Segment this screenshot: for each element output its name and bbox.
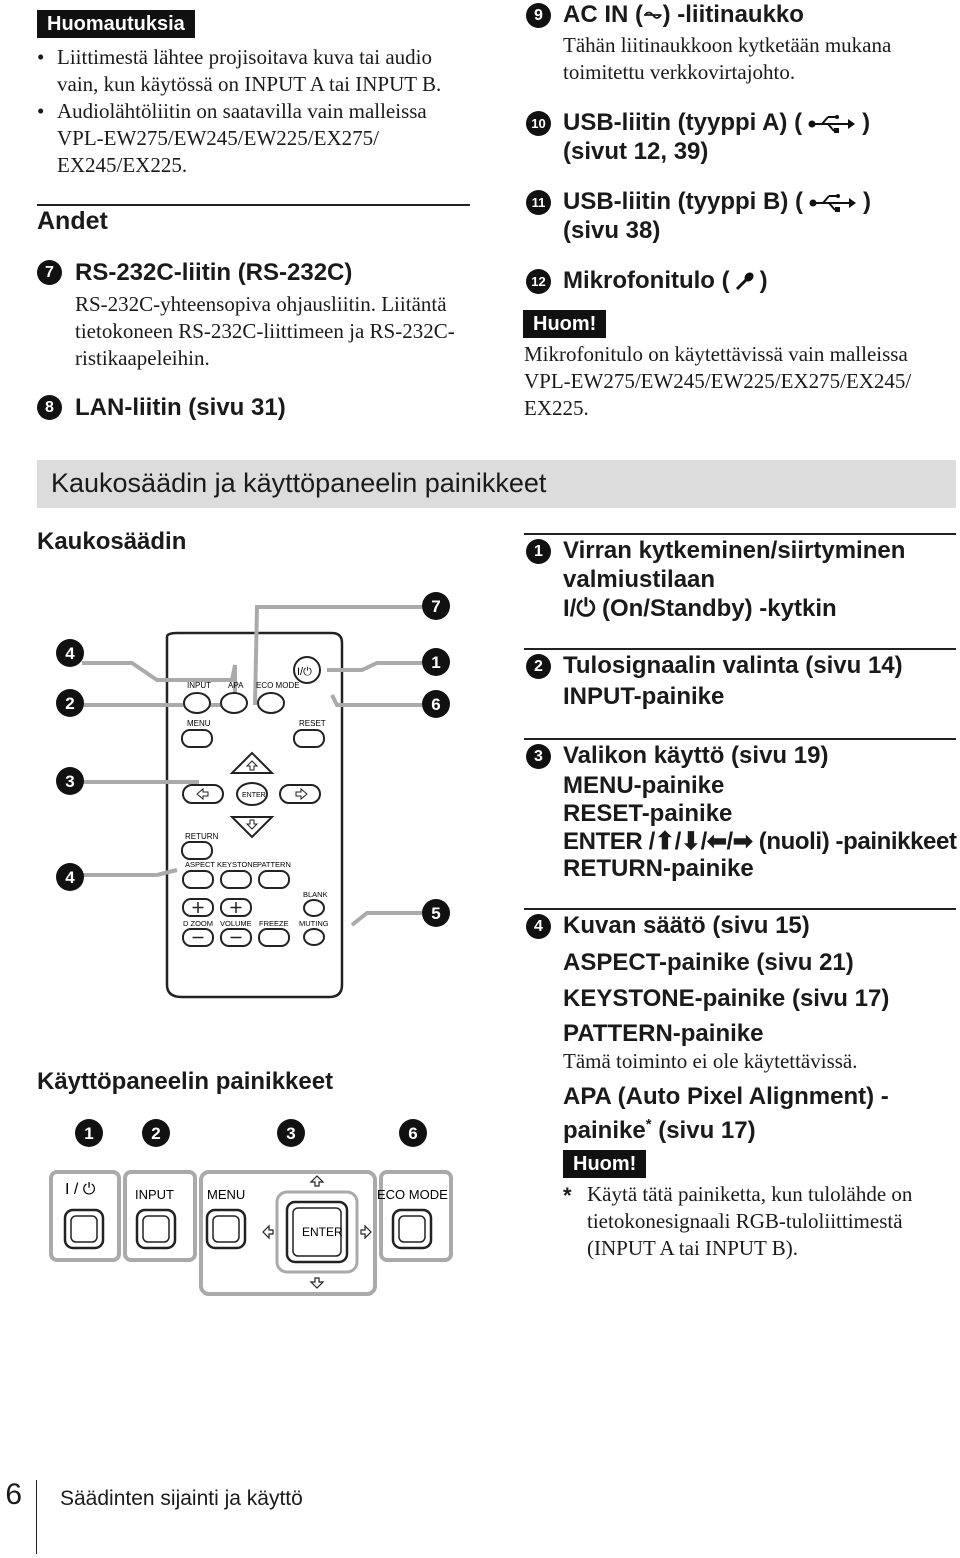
huom-text: Mikrofonitulo on käytettävissä vain malleissa VPL-EW275/EW245/EW225/EX275/EX245/ EX225. — [524, 342, 912, 420]
remote-label-freeze: FREEZE — [259, 919, 289, 928]
section-banner — [37, 460, 956, 508]
notes-label: Huomautuksia — [37, 10, 195, 38]
panel-label-power: I / ⏻ — [65, 1181, 96, 1198]
panel-callouts — [75, 1119, 427, 1147]
huom-label-2: Huom! — [563, 1150, 646, 1178]
item-11-title: USB-liitin (tyyppi B) ( ) — [563, 188, 871, 215]
panel-left-arrow[interactable] — [263, 1226, 273, 1238]
remote-label-keystone: KEYSTONE — [217, 860, 258, 869]
item-8-title: LAN-liitin (sivu 31) — [75, 394, 286, 421]
desc-3-line: RESET-painike — [563, 800, 733, 827]
divider — [524, 908, 956, 910]
panel-label-menu: MENU — [207, 1187, 246, 1202]
callout-8: 8 — [37, 395, 62, 420]
desc-3-title: Valikon käyttö (sivu 19) — [563, 742, 829, 769]
remote-label-volume: VOLUME — [220, 919, 252, 928]
item-12-title: Mikrofonitulo ( ) — [563, 267, 768, 294]
remote-callouts-left — [56, 639, 84, 891]
remote-aspect-button[interactable] — [183, 871, 213, 888]
panel-label-enter: ENTER — [302, 1225, 343, 1239]
panel-up-arrow[interactable] — [311, 1176, 323, 1186]
panel-label-input: INPUT — [135, 1187, 174, 1202]
item-7 — [37, 258, 477, 372]
footer-section-title: Säädinten sijainti ja käyttö — [60, 1487, 303, 1510]
panel-right-arrow[interactable] — [361, 1226, 371, 1238]
callout-2: 2 — [526, 654, 551, 679]
svg-text:7: 7 — [431, 597, 441, 616]
remote-menu-button[interactable] — [182, 730, 212, 747]
item-8 — [37, 393, 286, 422]
svg-text:3: 3 — [286, 1124, 296, 1143]
svg-text:6: 6 — [431, 695, 441, 714]
divider — [524, 738, 956, 740]
remote-left-button[interactable] — [183, 785, 223, 803]
usb-icon — [808, 115, 856, 133]
panel-diagram — [37, 1110, 457, 1300]
desc-4-keystone: KEYSTONE-painike (sivu 17) — [563, 985, 890, 1012]
desc-4-apa-line2: painike* (sivu 17) — [563, 1116, 756, 1144]
svg-text:5: 5 — [431, 904, 441, 923]
desc-3-line: RETURN-painike — [563, 855, 754, 882]
divider — [524, 648, 956, 650]
usb-icon — [809, 194, 857, 212]
callout-4: 4 — [526, 914, 551, 939]
remote-eco-button[interactable] — [258, 693, 284, 713]
remote-right-button[interactable] — [280, 785, 320, 803]
item-11-sub: (sivu 38) — [563, 217, 661, 244]
remote-label-menu: MENU — [187, 719, 211, 728]
huom-label: Huom! — [523, 310, 606, 338]
remote-label-eco: ECO MODE — [256, 681, 300, 690]
remote-apa-button[interactable] — [221, 693, 247, 713]
panel-heading: Käyttöpaneelin painikkeet — [37, 1068, 334, 1095]
note-item: • Audiolähtöliitin on saatavilla vain malleissa VPL-EW275/EW245/EW225/EX275/ EX245/EX225. — [37, 98, 477, 179]
item-7-title: RS-232C-liitin (RS-232C) — [75, 259, 353, 286]
andet-heading: Andet — [37, 207, 108, 235]
desc-3-line: ENTER /⬆/⬇/⬅/➡ (nuoli) -painikkeet — [563, 828, 957, 855]
footnote-text: Käytä tätä painiketta, kun tulolähde on tietokonesignaali RGB-tuloliittimestä (INPUT A tai INPUT B). — [587, 1182, 913, 1260]
remote-label-power: I/⏻ — [297, 666, 312, 678]
microphone-icon — [734, 272, 756, 292]
desc-1-sub: I/⏻ (On/Standby) -kytkin — [563, 595, 837, 622]
desc-4-pattern-desc: Tämä toiminto ei ole käytettävissä. — [563, 1049, 858, 1073]
svg-text:2: 2 — [151, 1124, 161, 1143]
svg-text:3: 3 — [65, 772, 75, 791]
footnote: * Käytä tätä painiketta, kun tulolähde on tietokonesignaali RGB-tuloliittimestä (INPUT A tai INPUT B). — [563, 1181, 958, 1262]
item-10-sub: (sivut 12, 39) — [563, 138, 709, 165]
note-item: • Liittimestä lähtee projisoitava kuva tai audio vain, kun käytössä on INPUT A tai INPUT B. — [37, 44, 477, 98]
remote-label-dzoom: D ZOOM — [183, 919, 213, 928]
remote-label-pattern: PATTERN — [257, 860, 291, 869]
remote-diagram — [37, 585, 477, 1015]
remote-callouts-right — [422, 592, 450, 927]
callout-1: 1 — [526, 539, 551, 564]
item-10-title: USB-liitin (tyyppi A) ( ) — [563, 109, 871, 136]
svg-text:4: 4 — [65, 868, 75, 887]
remote-label-apa: APA — [228, 681, 244, 690]
remote-pattern-button[interactable] — [259, 871, 289, 888]
footer-divider — [36, 1480, 37, 1554]
item-9-title: AC IN (⏦) -liitinaukko — [563, 1, 804, 28]
svg-text:1: 1 — [431, 653, 441, 672]
section-title: Kaukosäädin ja käyttöpaneelin painikkeet — [51, 468, 547, 498]
page-number: 6 — [5, 1478, 22, 1511]
callout-10: 10 — [526, 111, 551, 136]
callout-11: 11 — [526, 190, 551, 215]
remote-label-aspect: ASPECT — [185, 860, 216, 869]
remote-input-button[interactable] — [184, 693, 210, 713]
remote-keystone-button[interactable] — [221, 871, 251, 888]
desc-2-title: Tulosignaalin valinta (sivu 14) — [563, 652, 903, 679]
remote-return-button[interactable] — [182, 842, 212, 859]
desc-4-title: Kuvan säätö (sivu 15) — [563, 912, 810, 939]
desc-4-aspect: ASPECT-painike (sivu 21) — [563, 949, 854, 976]
callout-7: 7 — [37, 260, 62, 285]
panel-label-eco: ECO MODE — [377, 1187, 448, 1202]
desc-4-apa: APA (Auto Pixel Alignment) - — [563, 1083, 889, 1110]
svg-text:2: 2 — [65, 694, 75, 713]
notes-list — [37, 44, 477, 179]
remote-label-input: INPUT — [187, 681, 211, 690]
remote-muting-button[interactable] — [304, 929, 324, 945]
remote-heading: Kaukosäädin — [37, 528, 187, 555]
item-7-desc: RS-232C-yhteensopiva ohjausliitin. Liitäntä tietokoneen RS-232C-liittimeen ja RS-232C-ristikaapeleihin. — [75, 292, 455, 370]
svg-text:6: 6 — [408, 1124, 418, 1143]
desc-3-line: MENU-painike — [563, 772, 725, 799]
remote-label-muting: MUTING — [299, 919, 329, 928]
svg-text:4: 4 — [65, 644, 75, 663]
remote-label-reset: RESET — [299, 719, 326, 728]
callout-12: 12 — [526, 269, 551, 294]
svg-text:1: 1 — [84, 1124, 94, 1143]
callout-3: 3 — [526, 744, 551, 769]
remote-label-return: RETURN — [185, 832, 219, 841]
remote-reset-button[interactable] — [294, 730, 324, 747]
remote-blank-button[interactable] — [304, 900, 324, 916]
remote-label-blank: BLANK — [303, 890, 328, 899]
desc-4-pattern: PATTERN-painike — [563, 1020, 764, 1047]
remote-label-enter: ENTER — [242, 792, 266, 799]
item-9-desc: Tähän liitinaukkoon kytketään mukana toimitettu verkkovirtajohto. — [563, 33, 892, 84]
divider — [524, 533, 956, 535]
remote-freeze-button[interactable] — [259, 929, 289, 946]
divider — [37, 204, 470, 206]
desc-2-sub: INPUT-painike — [563, 683, 725, 710]
callout-9: 9 — [526, 3, 551, 28]
panel-down-arrow[interactable] — [311, 1278, 323, 1288]
desc-1-title: Virran kytkeminen/siirtyminen valmiustilaan — [563, 537, 906, 593]
